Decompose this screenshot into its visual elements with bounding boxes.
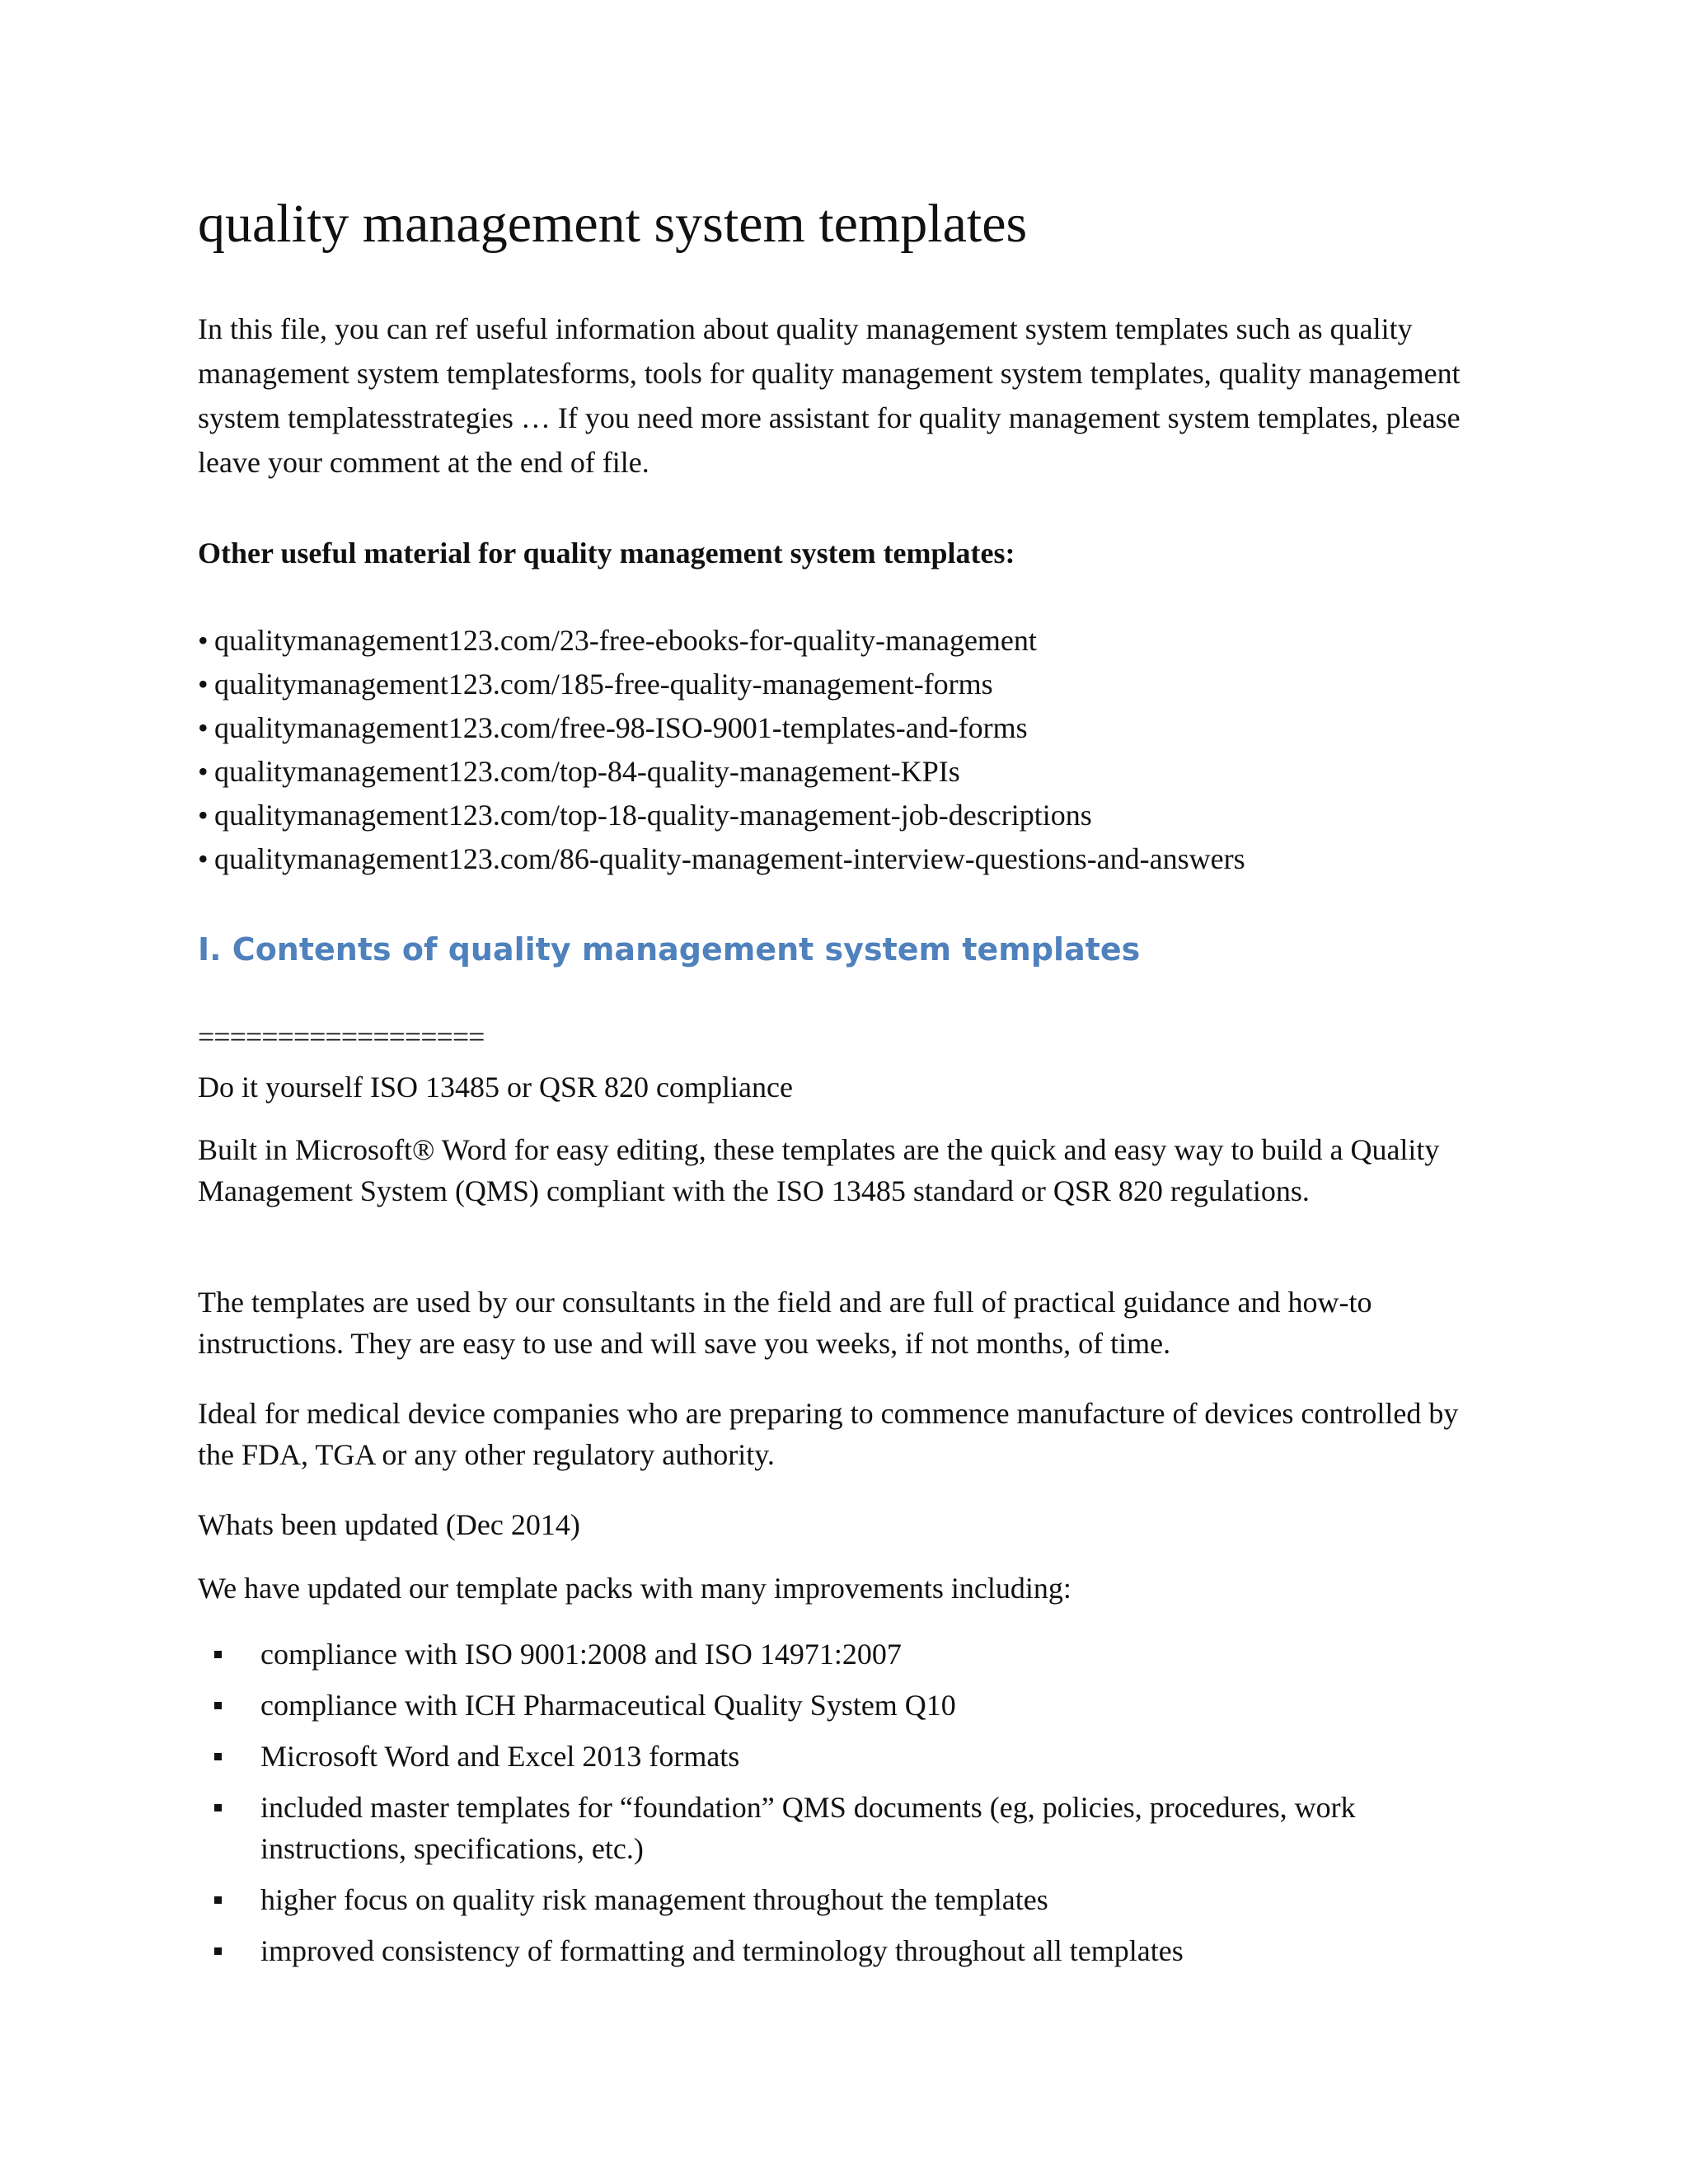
- resource-link[interactable]: • qualitymanagement123.com/free-98-ISO-9001-templates-and-forms: [198, 706, 1245, 750]
- update-item: [198, 1633, 1492, 1675]
- description-paragraph: Ideal for medical device companies who are preparing to commence manufacture of devices controlled by the FDA, TGA or any other regulatory authority.: [198, 1397, 1459, 1471]
- square-bullet-icon: [214, 1804, 222, 1811]
- other-material-heading: Other useful material for quality management system templates:: [198, 537, 1015, 569]
- description-paragraph: Built in Microsoft® Word for easy editing, these templates are the quick and easy way to build a Quality Management System (QMS) compliant with the ISO 13485 standard or QSR 820 regulations.: [198, 1133, 1440, 1207]
- update-intro: We have updated our template packs with many improvements including:: [198, 1572, 1071, 1605]
- separator-line: ==================: [198, 1020, 485, 1053]
- update-item-text: higher focus on quality risk management throughout the templates: [260, 1883, 1048, 1916]
- contents-section-heading: I. Contents of quality management system templates: [198, 931, 1141, 968]
- resource-link[interactable]: • qualitymanagement123.com/185-free-quality-management-forms: [198, 663, 1245, 706]
- update-item-text: compliance with ISO 9001:2008 and ISO 14971:2007: [260, 1638, 902, 1671]
- update-item-text: Microsoft Word and Excel 2013 formats: [260, 1740, 740, 1773]
- square-bullet-icon: [214, 1651, 222, 1658]
- intro-paragraph: In this file, you can ref useful information about quality management system templates such as quality management system templatesforms, tools for quality management system templates, quality management system templatesstrategies … If you need more assistant for quality management system templates, please leave your comment at the end of file.: [198, 312, 1461, 479]
- description-paragraph: The templates are used by our consultants in the field and are full of practical guidance and how-to instructions. They are easy to use and will save you weeks, if not months, of time.: [198, 1286, 1372, 1360]
- resource-link-list: [198, 619, 1245, 881]
- update-item-text: compliance with ICH Pharmaceutical Quality System Q10: [260, 1689, 956, 1722]
- update-item: [198, 1787, 1492, 1869]
- update-item: [198, 1736, 1492, 1777]
- square-bullet-icon: [214, 1702, 222, 1709]
- resource-link[interactable]: • qualitymanagement123.com/top-84-quality-management-KPIs: [198, 750, 1245, 794]
- update-item: [198, 1930, 1492, 1971]
- update-item-text: included master templates for “foundation” QMS documents (eg, policies, procedures, work instructions, specifications, etc.): [260, 1791, 1356, 1865]
- square-bullet-icon: [214, 1896, 222, 1904]
- square-bullet-icon: [214, 1753, 222, 1760]
- square-bullet-icon: [214, 1947, 222, 1955]
- resource-link[interactable]: • qualitymanagement123.com/23-free-ebooks-for-quality-management: [198, 619, 1245, 663]
- update-heading: Whats been updated (Dec 2014): [198, 1508, 580, 1541]
- resource-link[interactable]: • qualitymanagement123.com/86-quality-management-interview-questions-and-answers: [198, 837, 1245, 881]
- update-item: [198, 1879, 1492, 1920]
- resource-link[interactable]: • qualitymanagement123.com/top-18-quality-management-job-descriptions: [198, 794, 1245, 837]
- document-title: quality management system templates: [198, 194, 1028, 254]
- update-item: [198, 1685, 1492, 1726]
- subtitle-paragraph: Do it yourself ISO 13485 or QSR 820 compliance: [198, 1071, 793, 1104]
- update-item-text: improved consistency of formatting and terminology throughout all templates: [260, 1934, 1184, 1967]
- update-list: [198, 1633, 1492, 1981]
